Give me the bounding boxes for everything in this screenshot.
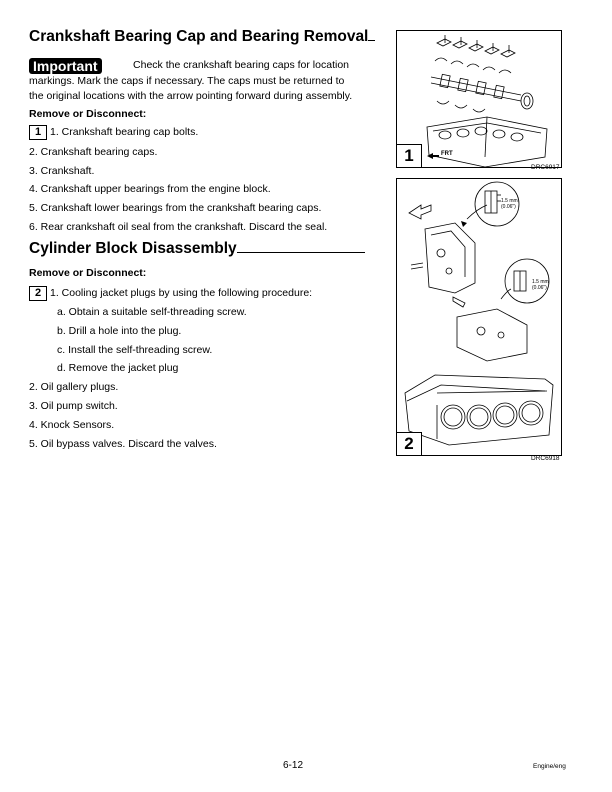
- list-item: 6. Rear crankshaft oil seal from the crankshaft. Discard the seal.: [29, 221, 328, 233]
- list-item: 1 1. Crankshaft bearing cap bolts.: [29, 125, 198, 140]
- sub-list-item: c. Install the self-threading screw.: [57, 344, 213, 356]
- footer-label: Engine/eng: [533, 763, 566, 770]
- step-box-1: 1: [29, 125, 47, 140]
- remove-heading-1: Remove or Disconnect:: [29, 108, 147, 120]
- section-title-cylinder-block: Cylinder Block Disassembly: [29, 240, 365, 258]
- section-title-crankshaft: Crankshaft Bearing Cap and Bearing Removal: [29, 28, 375, 46]
- important-badge: Important: [29, 58, 102, 74]
- figure-number-1: 1: [397, 144, 422, 167]
- sub-list-item: a. Obtain a suitable self-threading screw.: [57, 306, 247, 318]
- cylinder-block-illustration: [397, 179, 561, 455]
- list-item: 5. Crankshaft lower bearings from the crankshaft bearing caps.: [29, 202, 322, 214]
- important-note: [29, 58, 353, 103]
- list-item: 2. Oil gallery plugs.: [29, 381, 119, 393]
- list-item: 2 1. Cooling jacket plugs by using the following procedure:: [29, 286, 312, 301]
- callout-1: 1.5 mm (0.06"): [501, 198, 518, 210]
- figure-2: [396, 178, 562, 456]
- list-item: 3. Oil pump switch.: [29, 400, 118, 412]
- list-item: 4. Knock Sensors.: [29, 419, 115, 431]
- list-item: 3. Crankshaft.: [29, 165, 95, 177]
- list-item: 4. Crankshaft upper bearings from the engine block.: [29, 183, 271, 195]
- important-text-2: markings. Mark the caps if necessary. The caps must be returned to: [29, 75, 345, 87]
- list-item: 5. Oil bypass valves. Discard the valves.: [29, 438, 217, 450]
- list-item: 2. Crankshaft bearing caps.: [29, 146, 158, 158]
- figure-caption-2: DRC6918: [531, 455, 560, 462]
- step-box-2: 2: [29, 286, 47, 301]
- callout-2: 1.5 mm (0.06"): [532, 279, 549, 291]
- sub-list-item: d. Remove the jacket plug: [57, 362, 179, 374]
- frt-label: FRT: [441, 151, 453, 157]
- sub-list-item: b. Drill a hole into the plug.: [57, 325, 182, 337]
- figure-1: [396, 30, 562, 168]
- remove-heading-2: Remove or Disconnect:: [29, 267, 147, 279]
- page-number: 6-12: [283, 760, 304, 771]
- figure-caption-1: DRC6917: [531, 164, 560, 171]
- important-text-1: Check the crankshaft bearing caps for location: [133, 59, 349, 71]
- figure-number-2: 2: [397, 432, 422, 455]
- important-text-3: the original locations with the arrow pointing forward during assembly.: [29, 89, 353, 102]
